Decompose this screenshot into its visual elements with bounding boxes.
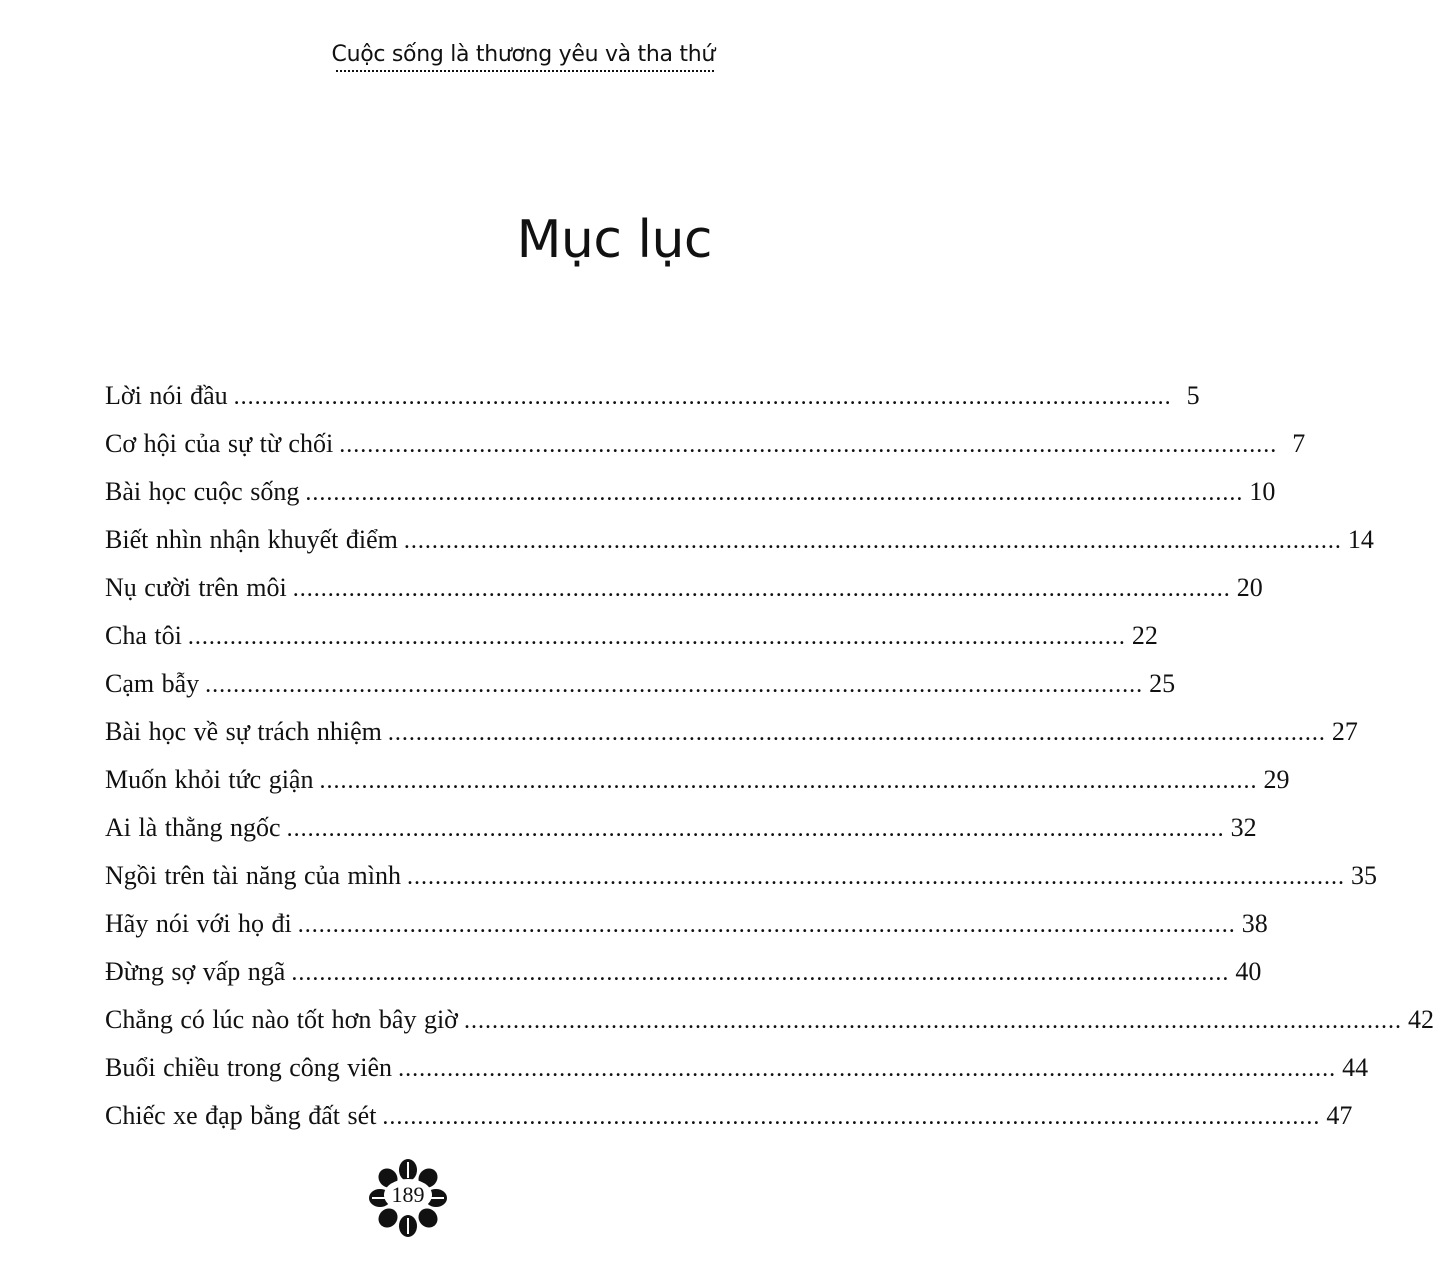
toc-entry-page-number: 38: [1241, 909, 1268, 938]
toc-entry-page-number: 44: [1342, 1053, 1369, 1082]
toc-entry-page-number: 25: [1149, 669, 1176, 698]
toc-dot-leader: ......................................................................................................................................: [305, 480, 1244, 506]
toc-dot-leader: ......................................................................................................................................: [286, 816, 1225, 842]
toc-entry[interactable]: [105, 948, 1262, 996]
toc-entry-page-number: 35: [1350, 861, 1377, 890]
toc-dot-leader: ......................................................................................................................................: [382, 1104, 1321, 1130]
toc-entry[interactable]: [105, 756, 1290, 804]
running-header-dotted-rule: [336, 70, 714, 72]
toc-entry-title: Đừng sợ vấp ngã: [105, 957, 286, 986]
toc-entry-title: Cha tôi: [105, 621, 182, 650]
toc-entry[interactable]: [105, 708, 1358, 756]
page-title: Mục lục: [516, 210, 712, 270]
toc-entry-page-number: 42: [1407, 1005, 1434, 1034]
toc-dot-leader: ......................................................................................................................................: [463, 1008, 1402, 1034]
toc-entry[interactable]: [105, 804, 1257, 852]
toc-entry-title: Bài học về sự trách nhiệm: [105, 717, 382, 746]
toc-entry-page-number: 10: [1249, 477, 1276, 506]
toc-entry-title: Ngồi trên tài năng của mình: [105, 861, 401, 890]
toc-dot-leader: ......................................................................................................................................: [205, 672, 1144, 698]
toc-entry[interactable]: [105, 612, 1158, 660]
toc-dot-leader: ......................................................................................................................................: [291, 960, 1230, 986]
toc-entry-page-number: 29: [1263, 765, 1290, 794]
toc-dot-leader: ......................................................................................................................................: [339, 432, 1278, 458]
toc-entry-title: Nụ cười trên môi: [105, 573, 287, 602]
toc-entry-title: Ai là thằng ngốc: [105, 813, 281, 842]
toc-entry-title: Lời nói đầu: [105, 381, 228, 410]
toc-entry[interactable]: [105, 660, 1176, 708]
running-header: Cuộc sống là thương yêu và tha thứ: [331, 42, 715, 67]
toc-entry-title: Chiếc xe đạp bằng đất sét: [105, 1101, 377, 1130]
toc-entry-title: Cơ hội của sự từ chối: [105, 429, 334, 458]
toc-entry[interactable]: [105, 1092, 1353, 1140]
table-of-contents: [105, 372, 1434, 1140]
page-number: 189: [391, 1182, 425, 1207]
toc-entry-page-number: 47: [1326, 1101, 1353, 1130]
toc-entry[interactable]: [105, 564, 1263, 612]
toc-entry-page-number: 40: [1235, 957, 1262, 986]
toc-entry-page-number: 14: [1347, 525, 1374, 554]
toc-dot-leader: ......................................................................................................................................: [319, 768, 1258, 794]
toc-entry[interactable]: [105, 516, 1374, 564]
toc-entry[interactable]: [105, 852, 1377, 900]
toc-entry-page-number: 27: [1331, 717, 1358, 746]
toc-entry-page-number: 5: [1186, 381, 1200, 410]
toc-dot-leader: ......................................................................................................................................: [406, 864, 1345, 890]
toc-entry[interactable]: [105, 996, 1434, 1044]
toc-entry-title: Buổi chiều trong công viên: [105, 1053, 393, 1082]
toc-entry-page-number: 7: [1292, 429, 1306, 458]
toc-entry[interactable]: [105, 1044, 1369, 1092]
toc-dot-leader: ......................................................................................................................................: [292, 576, 1231, 602]
toc-entry-title: Cạm bẫy: [105, 669, 200, 698]
toc-entry-title: Bài học cuộc sống: [105, 477, 300, 506]
toc-dot-leader: ......................................................................................................................................: [387, 720, 1326, 746]
toc-dot-leader: ......................................................................................................................................: [403, 528, 1342, 554]
toc-entry[interactable]: [105, 900, 1268, 948]
toc-entry[interactable]: [105, 468, 1276, 516]
folio: [368, 1158, 448, 1238]
toc-entry-page-number: 32: [1230, 813, 1257, 842]
toc-entry-title: Chẳng có lúc nào tốt hơn bây giờ: [105, 1005, 458, 1034]
toc-dot-leader: ......................................................................................................................................: [297, 912, 1236, 938]
toc-entry-title: Muốn khỏi tức giận: [105, 765, 314, 794]
toc-entry-title: Biết nhìn nhận khuyết điểm: [105, 525, 398, 554]
toc-dot-leader: ......................................................................................................................................: [233, 384, 1172, 410]
toc-entry[interactable]: [105, 372, 1200, 420]
toc-entry[interactable]: [105, 420, 1306, 468]
toc-entry-title: Hãy nói với họ đi: [105, 909, 292, 938]
toc-entry-page-number: 20: [1236, 573, 1263, 602]
toc-entry-page-number: 22: [1131, 621, 1158, 650]
toc-dot-leader: ......................................................................................................................................: [398, 1056, 1337, 1082]
toc-dot-leader: ......................................................................................................................................: [187, 624, 1126, 650]
